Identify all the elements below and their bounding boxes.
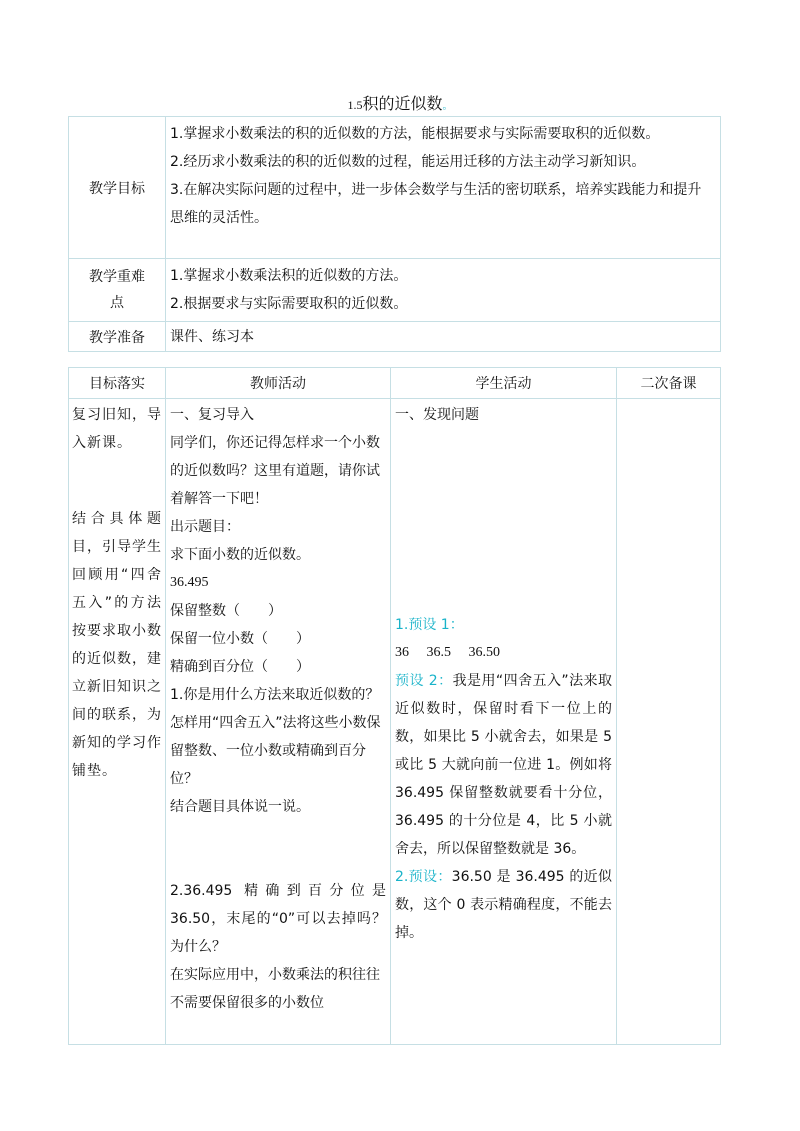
goal-text-2: 结合具体题目，引导学生回顾用“四舍五入”的方法按要求取小数的近似数，建立新旧知识之间的联系，为新知的学习作铺垫。 (72, 511, 162, 779)
student-preset-3 (395, 863, 612, 947)
notes-column (617, 399, 721, 1045)
teacher-show-question: 出示题目： (170, 519, 240, 535)
teacher-round-hundredth: 精确到百分位（ ） (170, 659, 310, 675)
teacher-q1-discuss: 结合题目具体说一说。 (170, 799, 310, 815)
teacher-q1: 1.你是用什么方法来取近似数的？ (170, 687, 380, 703)
goals-content (166, 117, 721, 259)
goal-line-2: 2.经历求小数乘法的积的近似数的过程，能运用迁移的方法主动学习新知识。 (170, 154, 646, 170)
student-column (391, 399, 617, 1045)
preparation-content: 课件、练习本 (166, 322, 721, 352)
teacher-q2: 2.36.495 精确到百分位是 36.50，末尾的“0”可以去掉吗？为什么？ (170, 883, 386, 955)
header-teacher: 教师活动 (166, 368, 391, 399)
keypoints-label: 教学重难点 (69, 259, 166, 322)
goal-column (69, 399, 166, 1045)
preset-2-label: 预设 2： (395, 673, 453, 689)
teacher-intro: 同学们，你还记得怎样求一个小数的近似数吗？这里有道题，请你试着解答一下吧！ (170, 435, 380, 507)
teacher-round-integer: 保留整数（ ） (170, 603, 282, 619)
teacher-column (166, 399, 391, 1045)
teacher-round-one-decimal: 保留一位小数（ ） (170, 631, 310, 647)
title-number: 1.5 (347, 98, 363, 112)
goal-text-1: 复习旧知，导入新课。 (72, 407, 162, 451)
header-notes: 二次备课 (617, 368, 721, 399)
preset-1-values: 36 36.5 36.50 (395, 645, 500, 660)
goal-line-1: 1.掌握求小数乘法的积的近似数的方法，能根据要求与实际需要取积的近似数。 (170, 126, 660, 142)
info-table (68, 116, 721, 352)
keypoints-content (166, 259, 721, 322)
goal-line-3: 3.在解决实际问题的过程中，进一步体会数学与生活的密切联系，培养实践能力和提升思维的灵活性。 (170, 182, 702, 226)
preset-3-text: 36.50 是 36.495 的近似数，这个 0 表示精确程度，不能去掉。 (395, 869, 613, 941)
teacher-heading: 一、复习导入 (170, 407, 254, 423)
lesson-body-row (69, 399, 721, 1045)
lesson-table (68, 367, 721, 1045)
preset-3-label: 2.预设： (395, 869, 452, 885)
header-goal: 目标落实 (69, 368, 166, 399)
title-mark: 。 (442, 101, 453, 112)
teacher-q1-detail: 怎样用“四舍五入”法将这些小数保留整数、一位小数或精确到百分位？ (170, 715, 381, 787)
preparation-label: 教学准备 (69, 322, 166, 352)
teacher-number: 36.495 (170, 575, 209, 590)
teacher-q2-detail: 在实际应用中，小数乘法的积往往不需要保留很多的小数位 (170, 967, 380, 1011)
student-heading: 一、发现问题 (395, 407, 479, 423)
info-row-preparation (69, 322, 721, 352)
preset-1-label: 1.预设 1： (395, 617, 464, 633)
lesson-header-row (69, 368, 721, 399)
preset-2-text: 我是用“四舍五入”法来取近似数时，保留时看下一位上的数，如果比 5 小就舍去，如果是 5 或比 5 大就向前一位进 1。例如将 36.495 保留整数就要看十分位，36.495 的十分位是 4，比 5 小就舍去，所以保留整数就是 36。 (395, 673, 612, 857)
teacher-question: 求下面小数的近似数。 (170, 547, 310, 563)
student-preset-1 (395, 611, 612, 639)
info-row-goals (69, 117, 721, 259)
goals-label: 教学目标 (69, 117, 166, 259)
page-title (0, 91, 800, 114)
keypoint-line-2: 2.根据要求与实际需要取积的近似数。 (170, 296, 408, 312)
student-preset-2 (395, 667, 612, 863)
title-text: 积的近似数 (362, 94, 443, 113)
info-row-keypoints (69, 259, 721, 322)
header-student: 学生活动 (391, 368, 617, 399)
keypoint-line-1: 1.掌握求小数乘法积的近似数的方法。 (170, 268, 408, 284)
